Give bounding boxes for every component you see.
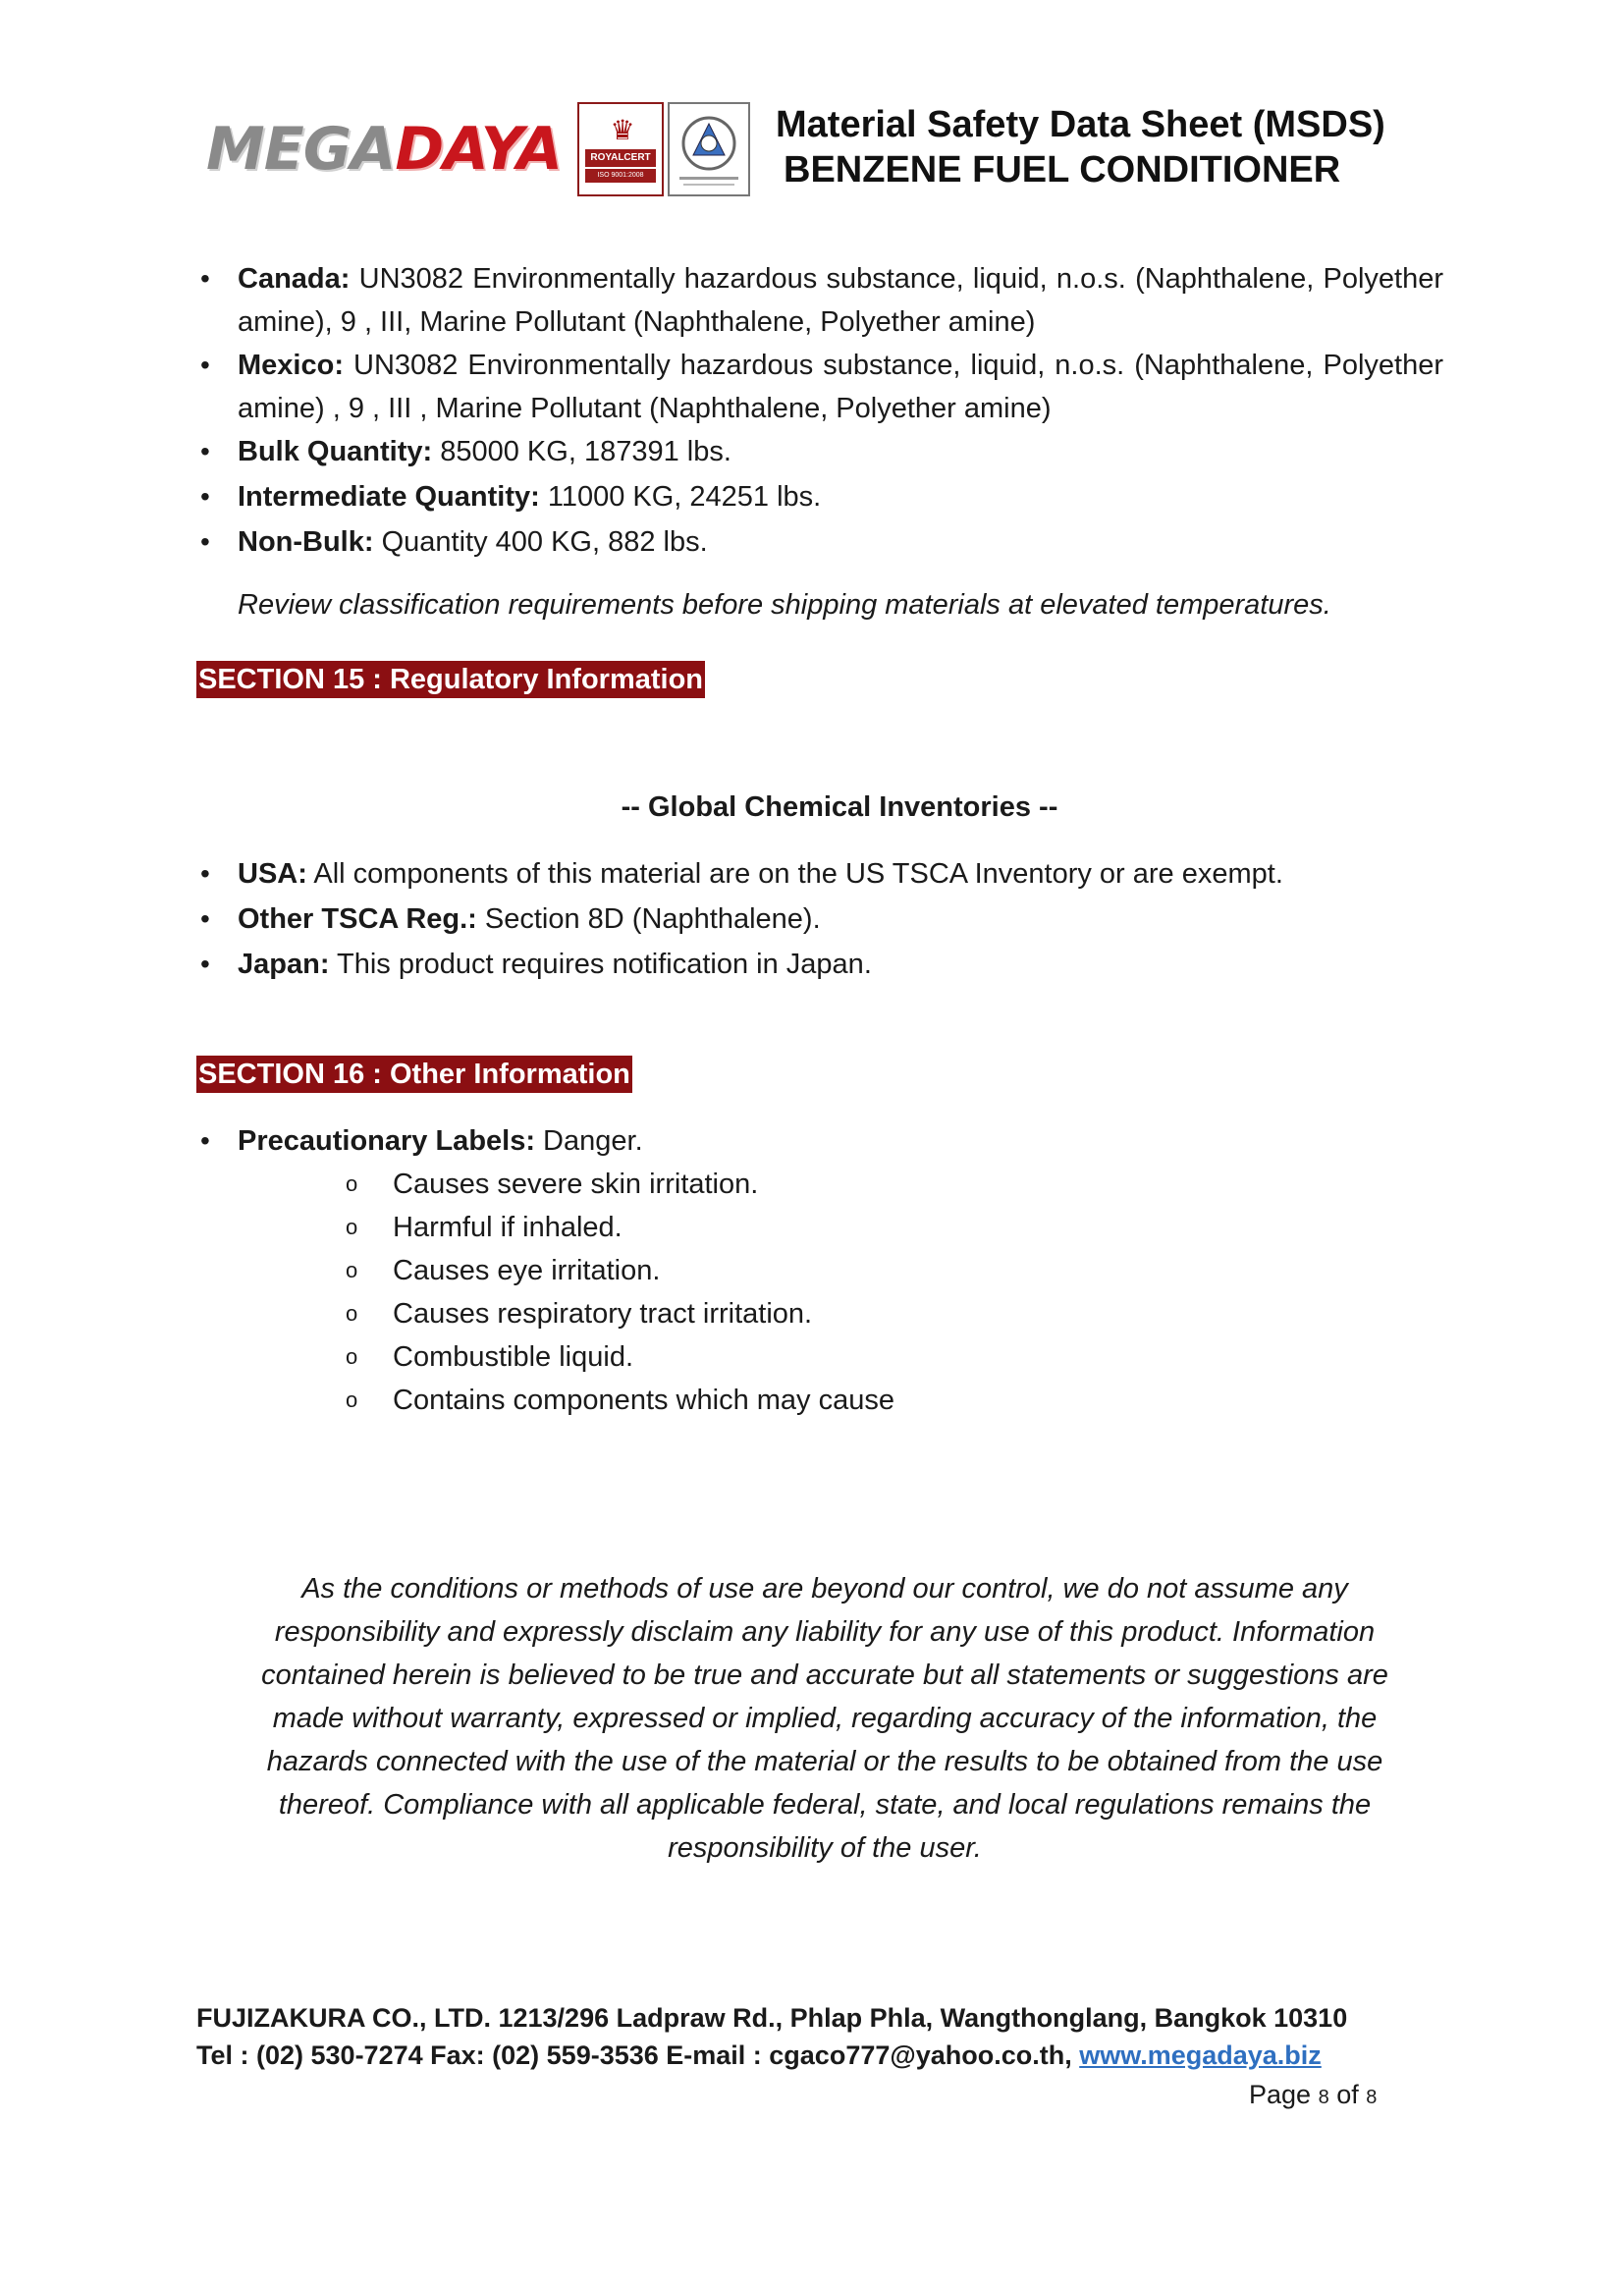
hazard-list <box>196 1163 1443 1422</box>
circle-bullet-icon: o <box>346 1258 358 1282</box>
circle-bullet-icon: o <box>346 1301 358 1326</box>
list-item <box>196 852 1443 896</box>
list-item <box>196 943 1443 986</box>
item-text: Danger. <box>535 1125 643 1157</box>
list-item <box>196 430 1443 473</box>
bullet-icon: • <box>200 858 210 889</box>
bullet-icon: • <box>200 263 210 294</box>
item-label: Japan: <box>238 949 330 980</box>
contact-info: Tel : (02) 530-7274 Fax: (02) 559-3536 E-mail : cgaco777@yahoo.co.th, <box>196 2040 1080 2070</box>
list-item <box>196 898 1443 941</box>
accreditation-seal-icon <box>670 104 748 194</box>
item-label: Precautionary Labels: <box>238 1125 535 1157</box>
item-text: Quantity 400 KG, 882 lbs. <box>373 526 708 558</box>
item-text: 85000 KG, 187391 lbs. <box>432 436 731 467</box>
circle-bullet-icon: o <box>346 1171 358 1196</box>
bullet-icon: • <box>200 436 210 466</box>
document-subtitle: BENZENE FUEL CONDITIONER <box>784 149 1341 190</box>
section-15-heading: SECTION 15 : Regulatory Information <box>196 661 705 698</box>
item-label: Other TSCA Reg.: <box>238 903 477 935</box>
cert-label: ROYALCERT <box>585 149 656 167</box>
item-label: USA: <box>238 858 307 890</box>
list-item <box>196 520 1443 564</box>
document-title: Material Safety Data Sheet (MSDS) <box>776 104 1385 145</box>
bullet-icon: • <box>200 350 210 380</box>
list-item <box>196 257 1443 344</box>
item-label: Bulk Quantity: <box>238 436 433 467</box>
item-text: UN3082 Environmentally hazardous substance, liquid, n.o.s. (Naphthalene, Polyether amine), 9 , III, Marine Pollutant (Naphthalene, Polyether amine) <box>238 263 1443 338</box>
item-label: Non-Bulk: <box>238 526 374 558</box>
list-item <box>196 1292 1443 1335</box>
hazard-text: Combustible liquid. <box>393 1341 634 1373</box>
item-text: Section 8D (Naphthalene). <box>476 903 821 935</box>
hazard-text: Contains components which may cause <box>393 1385 894 1416</box>
page-current: 8 <box>1318 2087 1329 2108</box>
list-item <box>196 1249 1443 1292</box>
circle-bullet-icon: o <box>346 1387 358 1412</box>
logo-text-mega: MEGA <box>206 115 396 184</box>
transport-section <box>196 257 1443 626</box>
page-total: 8 <box>1366 2087 1378 2108</box>
crown-icon: ♛ <box>610 115 635 145</box>
hazard-text: Causes severe skin irritation. <box>393 1169 759 1200</box>
item-label: Canada: <box>238 263 351 295</box>
website-link[interactable]: www.megadaya.biz <box>1079 2040 1322 2070</box>
page-footer <box>196 1999 1434 2074</box>
bullet-icon: • <box>200 526 210 557</box>
inventories-subheading: -- Global Chemical Inventories -- <box>621 791 1058 823</box>
item-label: Mexico: <box>238 350 344 381</box>
bullet-icon: • <box>200 481 210 512</box>
accreditation-badge <box>668 102 750 196</box>
bullet-icon: • <box>200 949 210 979</box>
inventory-list <box>196 852 1443 986</box>
page-header <box>206 102 1434 200</box>
list-item <box>196 1379 1443 1422</box>
precaution-list <box>196 1119 1443 1163</box>
circle-bullet-icon: o <box>346 1215 358 1239</box>
company-logo <box>206 115 562 184</box>
hazard-text: Causes respiratory tract irritation. <box>393 1298 813 1330</box>
list-item <box>196 475 1443 518</box>
hazard-text: Harmful if inhaled. <box>393 1212 623 1243</box>
item-text: UN3082 Environmentally hazardous substance, liquid, n.o.s. (Naphthalene, Polyether amine) , 9 , III , Marine Pollutant (Naphthalene, Polyether amine) <box>238 350 1443 424</box>
list-item <box>196 1119 1443 1163</box>
circle-bullet-icon: o <box>346 1344 358 1369</box>
company-address: FUJIZAKURA CO., LTD. 1213/296 Ladpraw Rd., Phlap Phla, Wangthonglang, Bangkok 10310 <box>196 2003 1348 2033</box>
list-item <box>196 1163 1443 1206</box>
royalcert-badge <box>577 102 664 196</box>
section-16 <box>196 1053 1443 1422</box>
section-15 <box>196 658 1443 986</box>
section-16-heading: SECTION 16 : Other Information <box>196 1056 632 1093</box>
disclaimer-text: As the conditions or methods of use are beyond our control, we do not assume any responsibility and expressly disclaim any liability for any use of this product. Information contained herein is believed to be true and accurate but all statements or suggestions are made without warranty, expressed or implied, regarding accuracy of the information, the hazards connected with the use of the material or the results to be obtained from the use thereof. Compliance with all applicable federal, state, and local regulations remains the responsibility of the user. <box>261 1573 1388 1864</box>
contact-line <box>196 2037 1434 2074</box>
hazard-text: Causes eye irritation. <box>393 1255 661 1286</box>
transport-list <box>196 257 1443 564</box>
page-number <box>1249 2080 1377 2110</box>
shipping-note: Review classification requirements before shipping materials at elevated temperatures. <box>238 589 1331 621</box>
list-item <box>196 344 1443 430</box>
item-text: 11000 KG, 24251 lbs. <box>539 481 822 513</box>
item-text: All components of this material are on the US TSCA Inventory or are exempt. <box>306 858 1283 890</box>
item-text: This product requires notification in Japan. <box>329 949 872 980</box>
bullet-icon: • <box>200 1125 210 1156</box>
list-item <box>196 1206 1443 1249</box>
item-label: Intermediate Quantity: <box>238 481 540 513</box>
bullet-icon: • <box>200 903 210 934</box>
logo-text-daya: DAYA <box>395 115 562 184</box>
list-item <box>196 1335 1443 1379</box>
page-of: of <box>1328 2080 1367 2109</box>
cert-iso-label: ISO 9001:2008 <box>585 169 656 183</box>
title-area <box>776 102 1443 192</box>
page-prefix: Page <box>1249 2080 1319 2109</box>
